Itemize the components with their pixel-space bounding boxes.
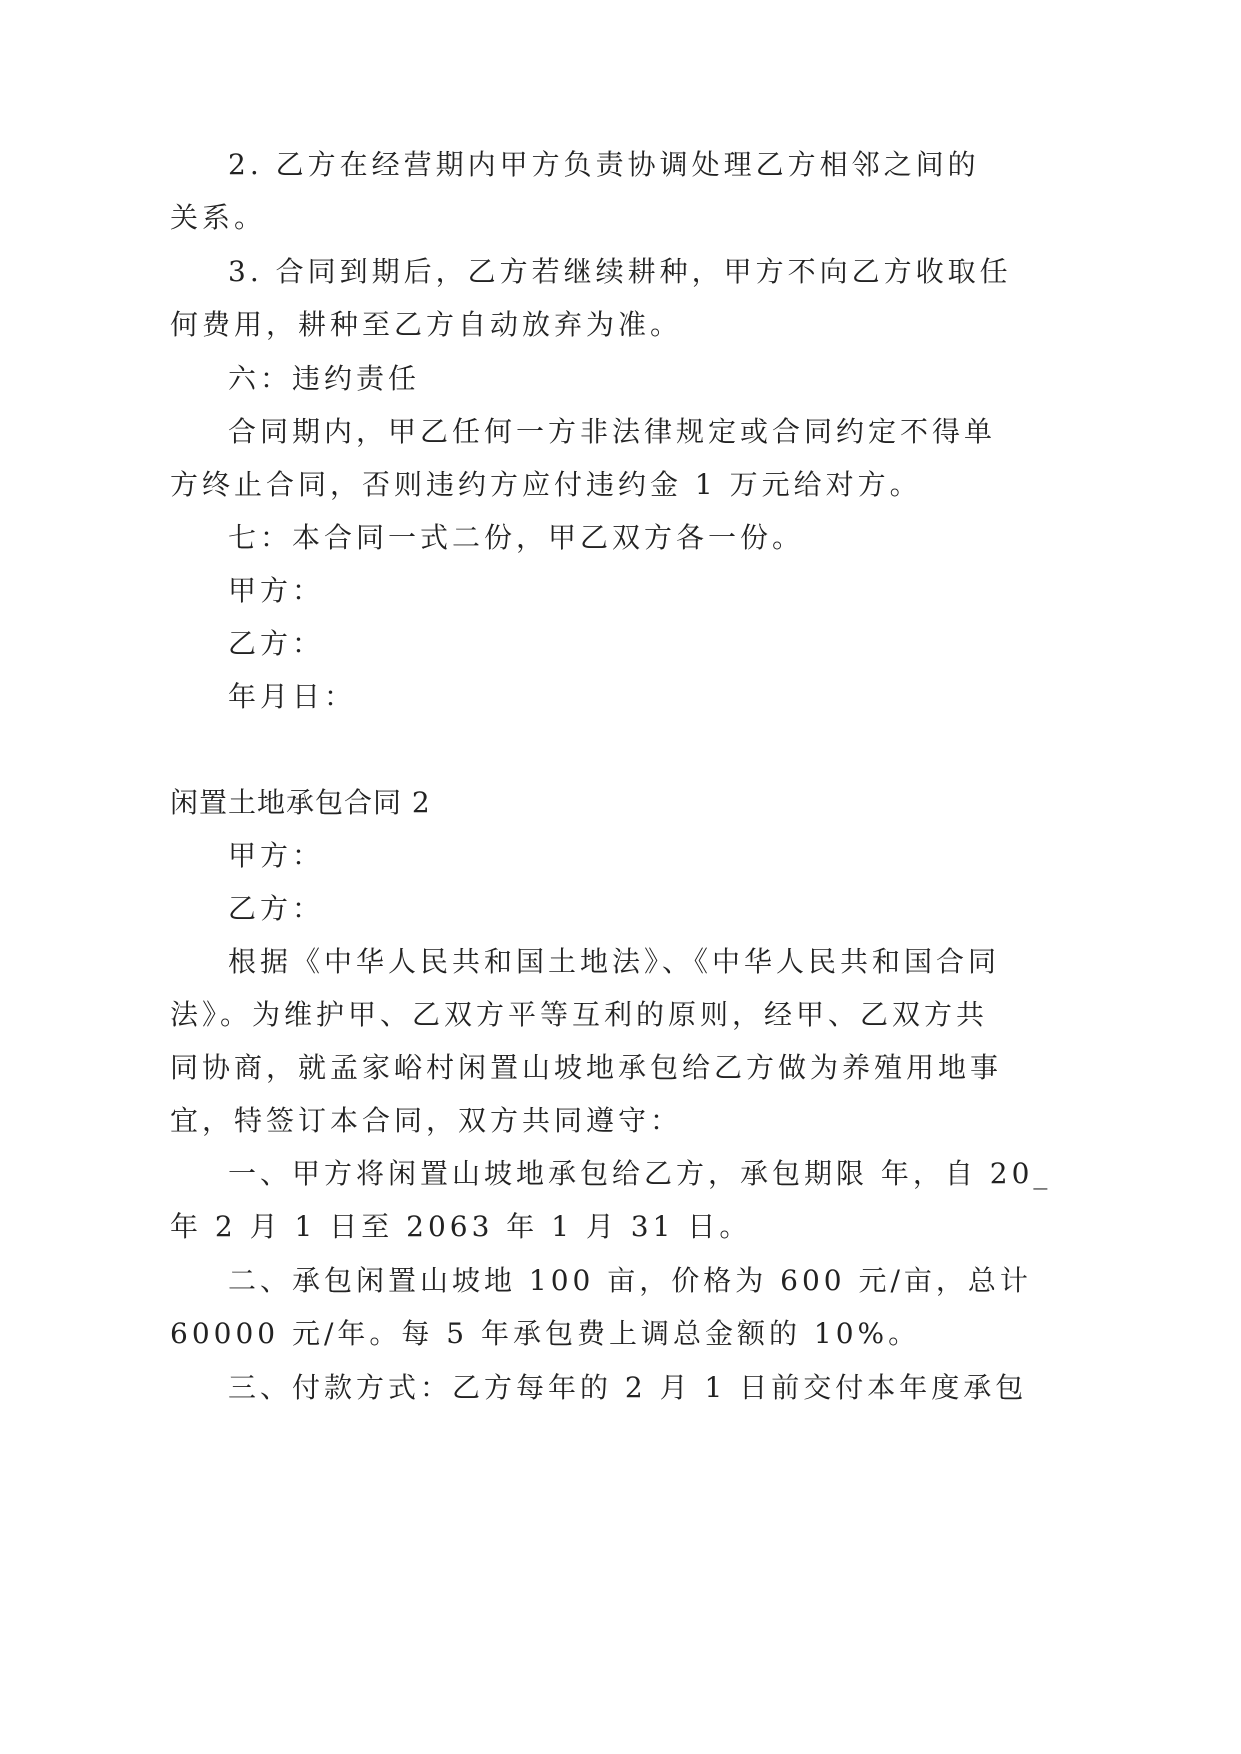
article-1-line-2: 年 2 月 1 日至 2063 年 1 月 31 日。	[170, 1210, 752, 1243]
breach-line-2: 方终止合同，否则违约方应付违约金 1 万元给对方。	[170, 468, 922, 501]
article-2-line-1: 二、承包闲置山坡地 100 亩，价格为 600 元/亩，总计	[228, 1264, 1032, 1297]
article-2-line-2: 60000 元/年。每 5 年承包费上调总金额的 10%。	[170, 1317, 921, 1350]
contract-2-party-a: 甲方：	[228, 839, 325, 872]
contract-2-party-b: 乙方：	[228, 892, 325, 925]
clause-3-line-2: 何费用，耕种至乙方自动放弃为准。	[170, 308, 683, 341]
contract-2-title: 闲置土地承包合同 2	[170, 786, 431, 819]
preamble-line-1: 根据《中华人民共和国土地法》、《中华人民共和国合同	[228, 945, 1001, 978]
clause-2-line-1: 2. 乙方在经营期内甲方负责协调处理乙方相邻之间的	[228, 148, 980, 181]
party-a-signature-label: 甲方：	[228, 574, 325, 607]
article-1-line-1: 一、甲方将闲置山坡地承包给乙方，承包期限 年，自 20_	[228, 1157, 1052, 1190]
preamble-line-4: 宜，特签订本合同，双方共同遵守：	[170, 1104, 683, 1137]
copies-clause: 七：本合同一式二份，甲乙双方各一份。	[228, 521, 805, 554]
date-label: 年月日：	[228, 680, 357, 713]
party-b-signature-label: 乙方：	[228, 627, 325, 660]
section-heading-breach: 六：违约责任	[228, 362, 421, 395]
breach-line-1: 合同期内，甲乙任何一方非法律规定或合同约定不得单	[228, 415, 997, 448]
clause-2-line-2: 关系。	[170, 201, 267, 234]
clause-3-line-1: 3. 合同到期后，乙方若继续耕种，甲方不向乙方收取任	[228, 255, 1012, 288]
preamble-line-3: 同协商，就孟家峪村闲置山坡地承包给乙方做为养殖用地事	[170, 1051, 1003, 1084]
preamble-line-2: 法》。为维护甲、乙双方平等互利的原则，经甲、乙双方共	[170, 998, 989, 1031]
article-3-line-1: 三、付款方式：乙方每年的 2 月 1 日前交付本年度承包	[228, 1371, 1028, 1404]
